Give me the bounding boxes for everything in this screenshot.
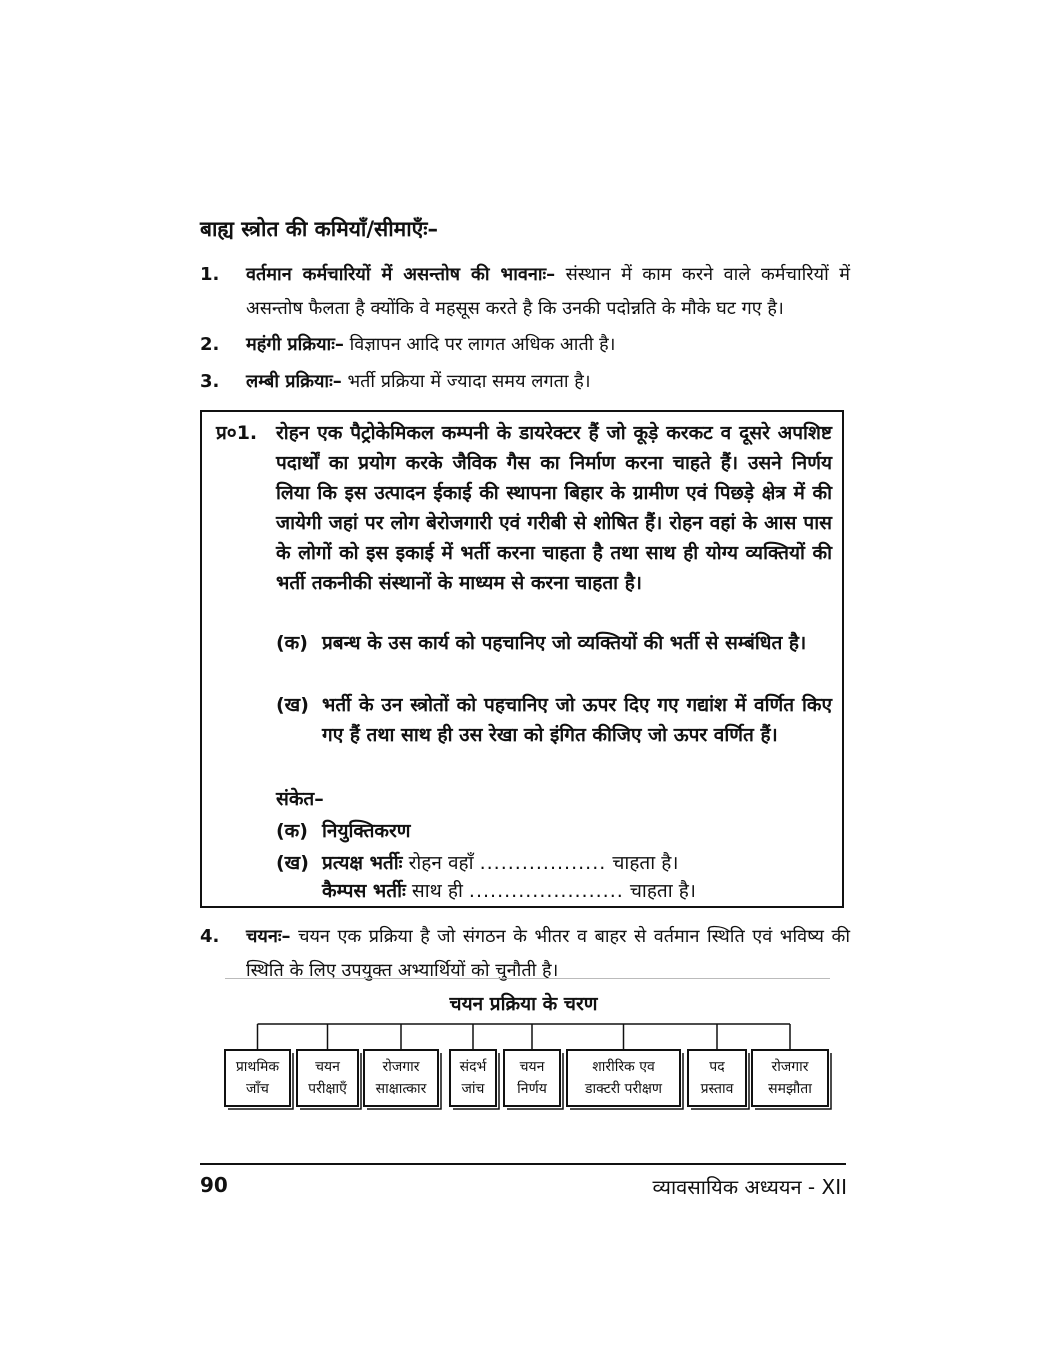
item-number: 1.	[200, 264, 220, 285]
flow-step	[688, 1050, 749, 1109]
flow-step-label-line2: डाक्टरी परीक्षण	[584, 1081, 663, 1097]
item-title: लम्बी प्रक्रियाः–	[246, 371, 342, 392]
hint-label: संकेत–	[276, 788, 324, 810]
part-text: प्रबन्ध के उस कार्य को पहचानिए जो व्यक्तियों की भर्ती से सम्बंधित है।	[322, 632, 807, 654]
book-title: व्यावसायिक अध्ययन - XII	[652, 1175, 847, 1199]
flow-step-label-line1: रोजगार	[771, 1059, 809, 1075]
item-number: 3.	[200, 371, 220, 392]
flow-step-label-line2: जांच	[461, 1081, 485, 1097]
flow-step-label-line1: रोजगार	[382, 1059, 420, 1075]
part-label: (ख)	[276, 694, 309, 716]
item-number: 2.	[200, 334, 220, 355]
section-heading: बाह्य स्त्रोत की कमियाँ/सीमाएँः–	[200, 217, 439, 241]
hint-b2: कैम्पस भर्तीः साथ ही ...................... चाहता है।	[322, 880, 696, 902]
page-number: 90	[200, 1173, 228, 1197]
connector-lines	[258, 1024, 791, 1050]
hint-b: (ख) प्रत्यक्ष भर्तीः रोहन वहाँ .................. चाहता है।	[276, 852, 679, 874]
item-text: भर्ती प्रक्रिया में ज्यादा समय लगता है।	[347, 371, 591, 392]
flow-step	[567, 1050, 683, 1109]
flow-step	[504, 1050, 563, 1109]
footer-rule	[200, 1163, 846, 1165]
item-title: वर्तमान कर्मचारियों में असन्तोष की भावनाः–	[246, 264, 556, 285]
hint-a: (क) नियुक्तिकरण	[276, 820, 411, 842]
question-label: प्र०1.	[216, 422, 258, 444]
flow-step-label-line2: साक्षात्कार	[375, 1081, 427, 1097]
flow-step-label-line2: निर्णय	[517, 1081, 547, 1097]
item-text: विज्ञापन आदि पर लागत अधिक आती है।	[349, 334, 616, 355]
flow-step-label-line1: संदर्भ	[459, 1059, 487, 1075]
flow-step-label-line2: जाँच	[246, 1081, 269, 1097]
hint-key: कैम्पस भर्तीः	[322, 880, 406, 902]
item-text: संस्थान में काम करने वाले कर्मचारियों में असन्तोष फैलता है क्योंकि वे महसूस करते है कि उनकी पदोन्नति के मौके घट गए है।	[246, 264, 850, 319]
item-text: चयन एक प्रक्रिया है जो संगठन के भीतर व बाहर से वर्तमान स्थिति एवं भविष्य की स्थिति के लिए उपयुक्त अभ्यार्थियों को चुनौती है।	[246, 926, 850, 981]
flow-step-label-line1: चयन	[315, 1059, 340, 1075]
flow-step-label-line1: पद	[709, 1059, 725, 1075]
part-label: (क)	[276, 632, 308, 654]
flow-step	[297, 1050, 361, 1109]
item-title: चयनः–	[246, 926, 291, 947]
question-text: रोहन एक पैट्रोकेमिकल कम्पनी के डायरेक्टर हैं जो कूड़े करकट व दूसरे अपशिष्ट पदार्थों का प्रयोग करके जैविक गैस का निर्माण करना चाहते हैं। उसने निर्णय लिया कि इस उत्पादन ईकाई की स्थापना बिहार के ग्रामीण एवं पिछड़े क्षेत्र में की जायेगी जहां पर लोग बेरोजगारी एवं गरीबी से शोषित हैं। रोहन वहां के आस पास के लोगों को इस इकाई में भर्ती करना चाहता है तथा साथ ही योग्य व्यक्तियों की भर्ती तकनीकी संस्थानों के माध्यम से करना चाहता है।	[276, 422, 832, 594]
item-title: महंगी प्रक्रियाः–	[246, 334, 344, 355]
flow-step	[752, 1050, 831, 1109]
hint-key: प्रत्यक्ष भर्तीः	[322, 852, 403, 874]
flow-step	[225, 1050, 293, 1109]
flow-step-label-line1: शारीरिक एव	[592, 1059, 655, 1075]
item-number: 4.	[200, 926, 220, 947]
flow-step-label-line1: चयन	[519, 1059, 545, 1075]
flow-step	[450, 1050, 499, 1109]
flow-step-label-line2: प्रस्ताव	[700, 1081, 734, 1097]
flow-steps	[225, 1050, 831, 1109]
flow-step	[364, 1050, 441, 1109]
flow-step-label-line2: परीक्षाएँ	[308, 1081, 347, 1097]
flow-step-label-line2: समझौता	[768, 1081, 812, 1097]
flow-title: चयन प्रक्रिया के चरण	[449, 993, 598, 1015]
part-text: भर्ती के उन स्त्रोतों को पहचानिए जो ऊपर दिए गए गद्यांश में वर्णित किए गए हैं तथा साथ ही उस रेखा को इंगित कीजिए जो ऊपर वर्णित हैं।	[322, 694, 832, 746]
flow-step-label-line1: प्राथमिक	[235, 1059, 280, 1075]
